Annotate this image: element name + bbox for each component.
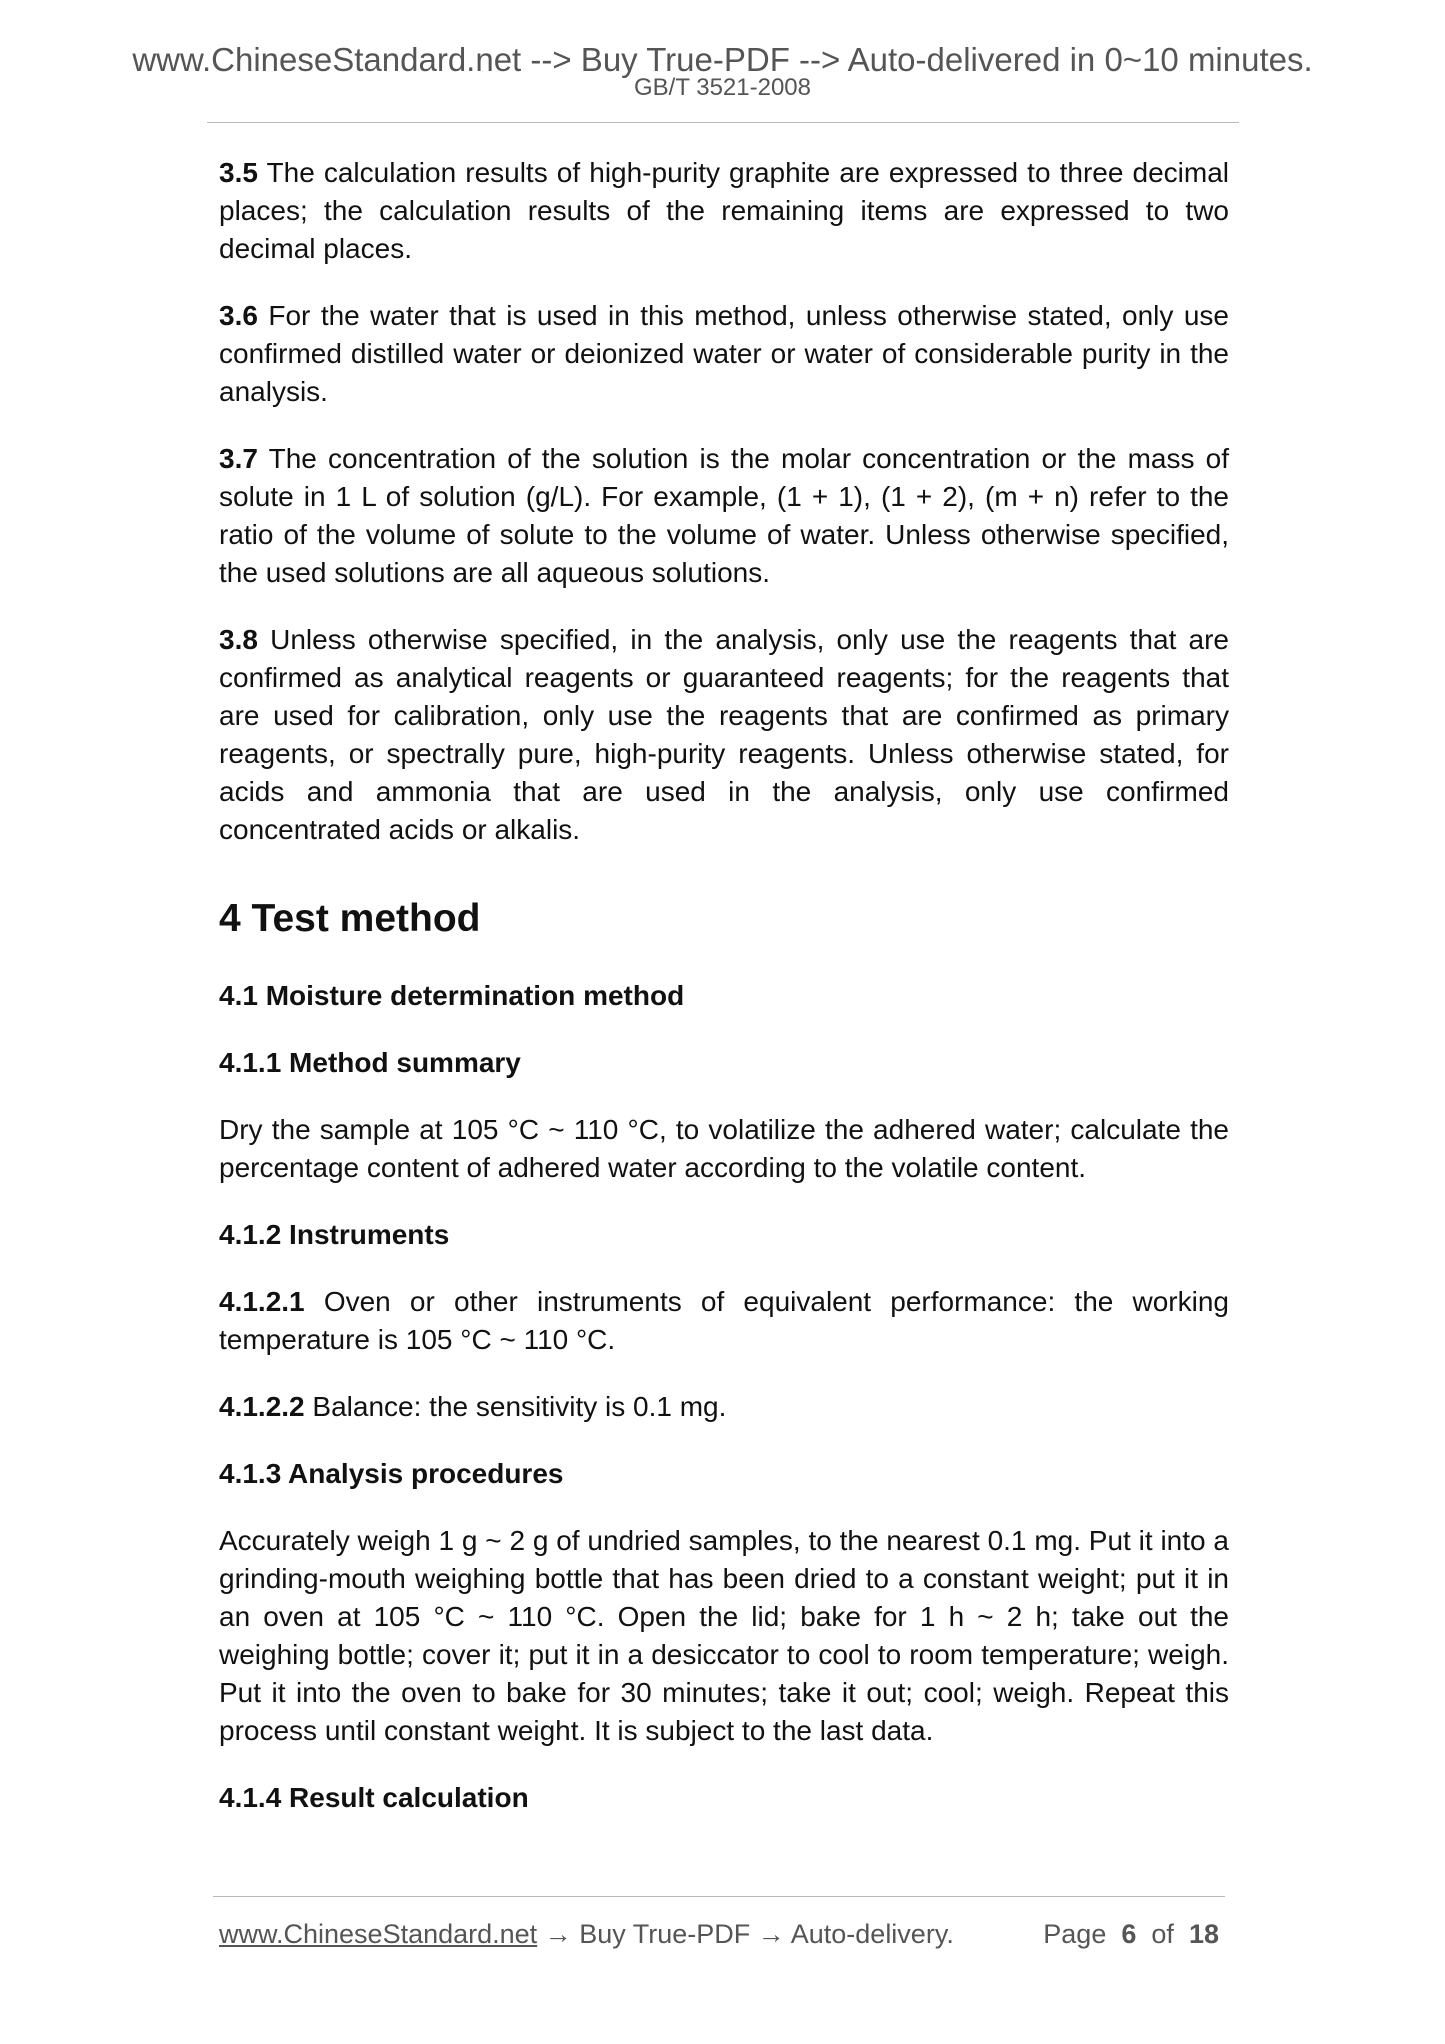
clause-4-1-1-text: Dry the sample at 105 °C ~ 110 °C, to volatilize the adhered water; calculate the percentage content of adhered water according to the volatile content. (219, 1114, 1229, 1183)
section-heading-4: 4 Test method (219, 897, 481, 940)
page-number: 6 (1121, 1919, 1137, 1949)
header-divider (207, 122, 1239, 123)
heading-4-1-2: 4.1.2 Instruments (219, 1219, 450, 1250)
clause-number: 3.7 (219, 443, 258, 474)
heading-4-1-3: 4.1.3 Analysis procedures (219, 1458, 564, 1489)
clause-number: 3.8 (219, 624, 258, 655)
clause-3-7 (219, 440, 1229, 592)
page-footer (219, 1916, 1225, 1952)
page-indicator (1043, 1916, 1219, 1952)
clause-text: Oven or other instruments of equivalent performance: the working temperature is 105 °C ~ 110 °C. (219, 1286, 1229, 1355)
clause-text: Balance: the sensitivity is 0.1 mg. (304, 1391, 727, 1422)
standard-code: GB/T 3521-2008 (633, 74, 811, 101)
clause-number: 3.6 (219, 300, 258, 331)
clause-number: 4.1.2.1 (219, 1286, 305, 1317)
footer-divider (213, 1896, 1225, 1897)
document-body (219, 154, 1229, 1846)
clause-4-1-3-text: Accurately weigh 1 g ~ 2 g of undried samples, to the nearest 0.1 mg. Put it into a grinding-mouth weighing bottle that has been dried to a constant weight; put it in an oven at 105 °C ~ 110 °C. Open the lid; bake for 1 h ~ 2 h; take out the weighing bottle; cover it; put it in a desiccator to cool to room temperature; weigh. Put it into the oven to bake for 30 minutes; take it out; cool; weigh. Repeat this process until constant weight. It is subject to the last data. (219, 1525, 1229, 1746)
heading-4-1-1: 4.1.1 Method summary (219, 1047, 521, 1078)
clause-number: 4.1.2.2 (219, 1391, 305, 1422)
top-banner: www.ChineseStandard.net --> Buy True-PDF --> Auto-delivered in 0~10 minutes. (132, 41, 1313, 78)
clause-4-1-2-1 (219, 1283, 1229, 1359)
clause-3-5 (219, 154, 1229, 268)
page-label: Page (1043, 1919, 1107, 1949)
heading-4-1: 4.1 Moisture determination method (219, 980, 685, 1011)
page-total: 18 (1188, 1919, 1219, 1949)
clause-4-1-2-2 (219, 1388, 1229, 1426)
clause-3-8 (219, 621, 1229, 849)
clause-text: The concentration of the solution is the molar concentration or the mass of solute in 1 L of solution (g/L). For example, (1 + 1), (1 + 2), (m + n) refer to the ratio of the volume of solute to the volume of water. Unless otherwise specified, the used solutions are all aqueous solutions. (219, 443, 1229, 588)
footer-tagline: → Buy True-PDF → Auto-delivery. (537, 1919, 954, 1949)
clause-text: The calculation results of high-purity graphite are expressed to three decimal places; the calculation results of the remaining items are expressed to two decimal places. (219, 157, 1229, 264)
clause-number: 3.5 (219, 157, 258, 188)
heading-4-1-4: 4.1.4 Result calculation (219, 1782, 529, 1813)
clause-3-6 (219, 297, 1229, 411)
clause-text: For the water that is used in this method, unless otherwise stated, only use confirmed distilled water or deionized water or water of considerable purity in the analysis. (219, 300, 1229, 407)
clause-text: Unless otherwise specified, in the analysis, only use the reagents that are confirmed as analytical reagents or guaranteed reagents; for the reagents that are used for calibration, only use the reagents that are confirmed as primary reagents, or spectrally pure, high-purity reagents. Unless otherwise stated, for acids and ammonia that are used in the analysis, only use confirmed concentrated acids or alkalis. (219, 624, 1229, 845)
footer-left (219, 1916, 954, 1952)
footer-website-link[interactable]: www.ChineseStandard.net (219, 1919, 538, 1949)
of-label: of (1151, 1919, 1174, 1949)
